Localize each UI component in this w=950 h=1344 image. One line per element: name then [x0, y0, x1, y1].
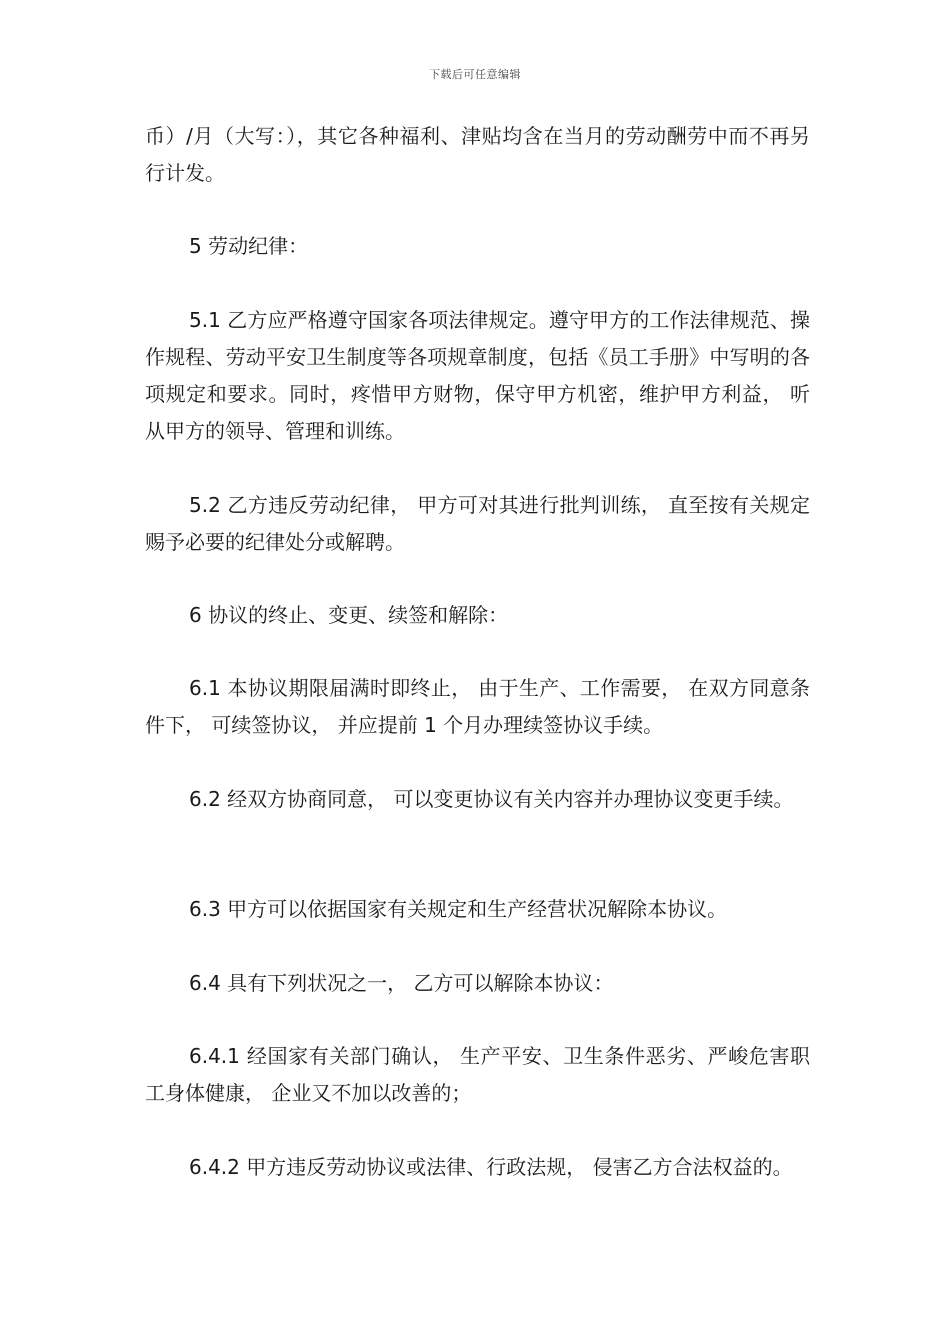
- clause-6-4-1: 6.4.1 经国家有关部门确认， 生产平安、卫生条件恶劣、严峻危害职工身体健康， 企业又不加以改善的；: [145, 1044, 810, 1105]
- page-header-note: 下载后可任意编辑: [429, 68, 521, 81]
- section-heading-labor-discipline: 5 劳动纪律：: [189, 234, 309, 258]
- paragraph-salary-continued: 币）/月（大写：），其它各种福利、津贴均含在当月的劳动酬劳中而不再另行计发。: [145, 124, 810, 185]
- clause-6-4-2: 6.4.2 甲方违反劳动协议或法律、行政法规， 侵害乙方合法权益的。: [189, 1155, 793, 1179]
- clause-6-3: 6.3 甲方可以依据国家有关规定和生产经营状况解除本协议。: [189, 897, 728, 921]
- clause-6-4: 6.4 具有下列状况之一， 乙方可以解除本协议：: [189, 971, 614, 995]
- clause-5-1: 5.1 乙方应严格遵守国家各项法律规定。遵守甲方的工作法律规范、操作规程、劳动平安卫生制度等各项规章制度，包括《员工手册》中写明的各项规定和要求。同时，疼惜甲方财物，保守甲方机密，维护甲方利益， 听从甲方的领导、管理和训练。: [145, 308, 810, 443]
- clause-5-2: 5.2 乙方违反劳动纪律， 甲方可对其进行批判训练， 直至按有关规定赐予必要的纪律处分或解聘。: [145, 493, 810, 554]
- section-heading-termination: 6 协议的终止、变更、续签和解除：: [189, 603, 509, 627]
- clause-6-1: 6.1 本协议期限届满时即终止， 由于生产、工作需要， 在双方同意条件下， 可续签协议， 并应提前 1 个月办理续签协议手续。: [145, 676, 810, 737]
- clause-6-2: 6.2 经双方协商同意， 可以变更协议有关内容并办理协议变更手续。: [189, 787, 794, 811]
